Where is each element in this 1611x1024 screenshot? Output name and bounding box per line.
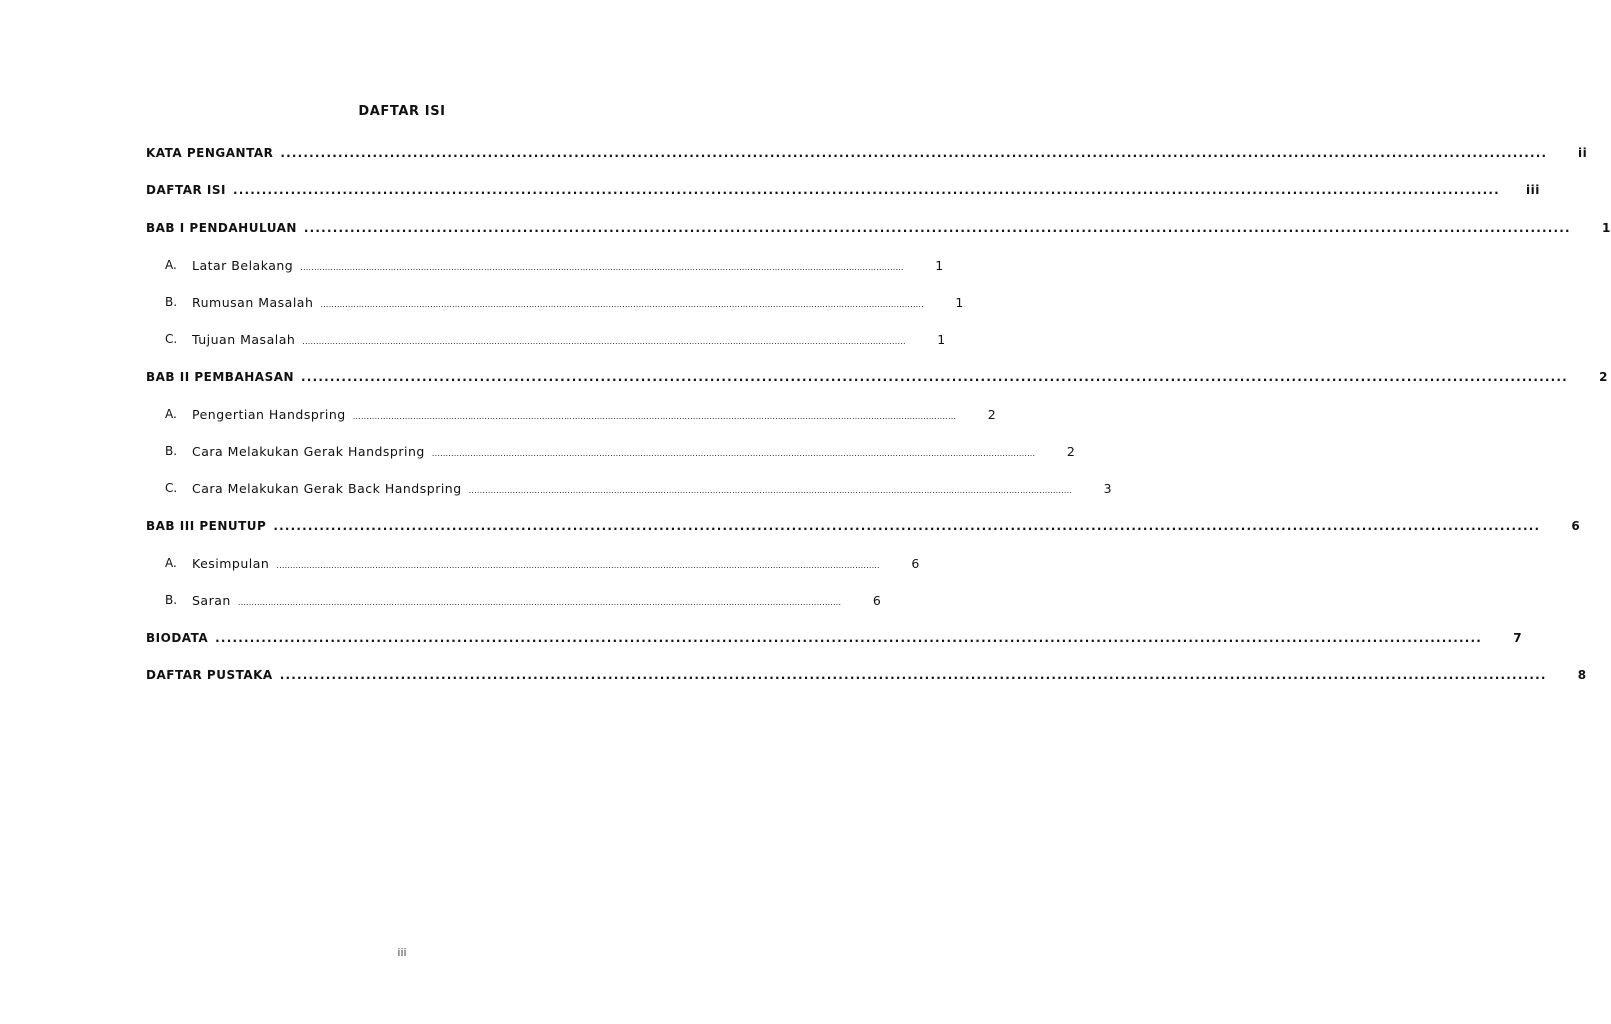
dot-leader: ............................................................................................................................................................................................................................: [237, 597, 842, 607]
toc-entry-page: 2: [1599, 370, 1608, 384]
toc-entry-saran[interactable]: [165, 590, 882, 610]
dot-leader: ............................................................................................................................................................................................................................: [302, 336, 906, 346]
toc-entry-back-handspring[interactable]: [165, 478, 1113, 498]
toc-entry-label: Kesimpulan: [192, 555, 270, 571]
toc-entry-page: 6: [1571, 519, 1581, 533]
toc-entry-page: 2: [1066, 443, 1076, 459]
toc-entry-bab-ii[interactable]: [146, 367, 1608, 387]
toc-entry-letter: B.: [165, 593, 178, 607]
toc-entry-page: 1: [1601, 221, 1611, 235]
dot-leader: ............................................................................................................................................................................................................................: [468, 485, 1073, 495]
toc-entry-biodata[interactable]: [146, 628, 1523, 648]
dot-leader: ............................................................................................................................................................................................................................: [431, 448, 1036, 458]
toc-entry-kesimpulan[interactable]: [165, 553, 920, 573]
dot-leader: ............................................................................................................................................................................................................................: [301, 370, 1568, 384]
toc-entry-page: 1: [935, 257, 944, 273]
toc-entry-page: 1: [955, 294, 964, 310]
toc-entry-page: ii: [1578, 146, 1588, 160]
toc-entry-page: 3: [1103, 480, 1113, 496]
dot-leader: ............................................................................................................................................................................................................................: [215, 631, 1483, 645]
dot-leader: ............................................................................................................................................................................................................................: [280, 146, 1548, 160]
toc-entry-page: 7: [1513, 631, 1523, 645]
toc-entry-rumusan-masalah[interactable]: [165, 292, 964, 312]
toc-entry-page: iii: [1526, 183, 1540, 197]
toc-entry-bab-i[interactable]: [146, 218, 1611, 238]
dot-leader: ............................................................................................................................................................................................................................: [279, 668, 1547, 682]
toc-entry-tujuan-masalah[interactable]: [165, 329, 946, 349]
dot-leader: ............................................................................................................................................................................................................................: [276, 560, 880, 570]
toc-entry-letter: C.: [165, 332, 178, 346]
toc-entry-daftar-isi[interactable]: [146, 180, 1540, 200]
toc-entry-page: 6: [872, 592, 882, 608]
toc-entry-label: Pengertian Handspring: [192, 406, 346, 422]
toc-entry-daftar-pustaka[interactable]: [146, 665, 1587, 685]
toc-entry-letter: B.: [165, 295, 178, 309]
toc-entry-label: Cara Melakukan Gerak Back Handspring: [192, 480, 462, 496]
toc-entry-label: Tujuan Masalah: [192, 331, 296, 347]
toc-entry-bab-iii[interactable]: [146, 516, 1581, 536]
toc-entry-letter: A.: [165, 258, 177, 272]
dot-leader: ............................................................................................................................................................................................................................: [273, 519, 1541, 533]
toc-entry-label: Rumusan Masalah: [192, 294, 314, 310]
toc-entry-letter: A.: [165, 556, 177, 570]
toc-entry-label: BAB III PENUTUP: [146, 519, 267, 533]
toc-entry-label: BAB I PENDAHULUAN: [146, 221, 297, 235]
toc-entry-letter: C.: [165, 481, 178, 495]
toc-entry-label: DAFTAR ISI: [146, 183, 226, 197]
toc-entry-label: BAB II PEMBAHASAN: [146, 370, 295, 384]
toc-entry-page: 6: [911, 555, 920, 571]
toc-entry-kata-pengantar[interactable]: [146, 143, 1588, 163]
toc-entry-page: 8: [1577, 668, 1587, 682]
dot-leader: ............................................................................................................................................................................................................................: [303, 221, 1571, 235]
dot-leader: ............................................................................................................................................................................................................................: [232, 183, 1500, 197]
toc-entry-page: 1: [937, 331, 946, 347]
dot-leader: ............................................................................................................................................................................................................................: [352, 411, 957, 421]
toc-entry-letter: B.: [165, 444, 178, 458]
page-title: DAFTAR ISI: [358, 104, 446, 119]
toc-entry-gerak-handspring[interactable]: [165, 441, 1076, 461]
toc-entry-letter: A.: [165, 407, 177, 421]
toc-entry-label: Cara Melakukan Gerak Handspring: [192, 443, 425, 459]
toc-entry-label: Saran: [192, 592, 231, 608]
toc-entry-pengertian-handspring[interactable]: [165, 404, 997, 424]
toc-entry-latar-belakang[interactable]: [165, 255, 944, 275]
toc-entry-page: 2: [987, 406, 997, 422]
toc-entry-label: BIODATA: [146, 631, 209, 645]
toc-entry-label: KATA PENGANTAR: [146, 146, 274, 160]
toc-entry-label: DAFTAR PUSTAKA: [146, 668, 273, 682]
dot-leader: ............................................................................................................................................................................................................................: [320, 299, 924, 309]
dot-leader: ............................................................................................................................................................................................................................: [300, 262, 904, 272]
toc-entry-label: Latar Belakang: [192, 257, 294, 273]
page-number: iii: [397, 946, 407, 959]
